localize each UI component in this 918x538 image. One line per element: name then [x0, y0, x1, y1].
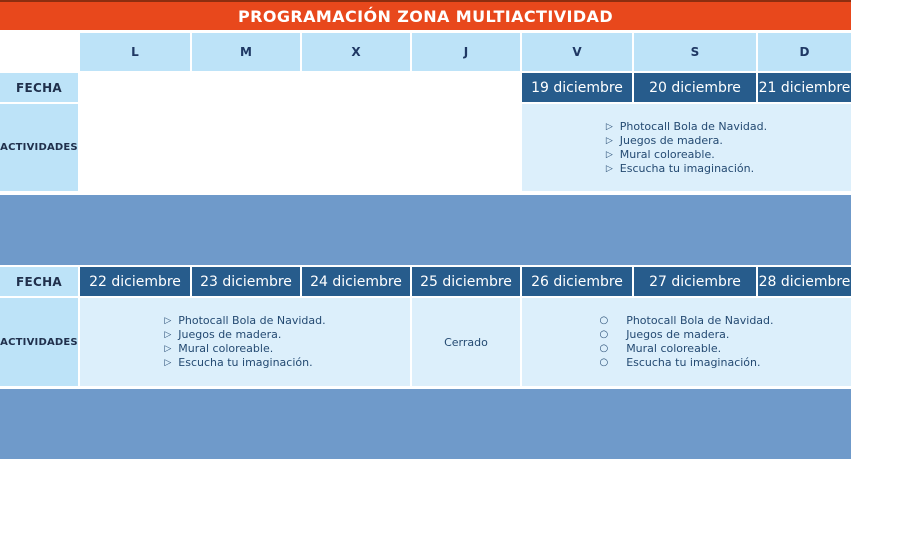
- activity-text: Photocall Bola de Navidad.: [178, 314, 326, 327]
- separator-band-bottom: [0, 389, 851, 459]
- fecha-empty-cell: [80, 73, 520, 102]
- activities-cell-week2-lmx: [80, 298, 410, 386]
- day-header-s: S: [634, 33, 756, 71]
- activity-text: Escucha tu imaginación.: [626, 356, 761, 369]
- activity-item: [599, 328, 773, 342]
- bullet-icon: ▷: [605, 149, 613, 160]
- activity-item: [599, 342, 773, 356]
- activity-text: Photocall Bola de Navidad.: [626, 314, 774, 327]
- bullet-icon: ▷: [164, 330, 172, 340]
- date-cell-19: 19 diciembre: [522, 73, 632, 102]
- bullet-icon: ○: [599, 343, 609, 354]
- closed-label: Cerrado: [444, 335, 488, 349]
- week1-table: [0, 33, 851, 191]
- date-cell-21: 21 diciembre: [758, 73, 851, 102]
- date-cell-27: 27 diciembre: [634, 267, 756, 296]
- date-cell-25: 25 diciembre: [412, 267, 520, 296]
- bullet-icon: ▷: [605, 135, 613, 146]
- actividades-row-label-2: ACTIVIDADES: [0, 298, 78, 386]
- fecha-row-label: FECHA: [0, 73, 78, 102]
- bullet-icon: ▷: [164, 358, 172, 368]
- activity-text: Mural coloreable.: [619, 147, 715, 161]
- activity-item: [164, 342, 325, 356]
- week2-table: [0, 267, 851, 386]
- activity-item: [164, 314, 325, 328]
- activity-text: Juegos de madera.: [178, 328, 282, 341]
- activity-text: Escucha tu imaginación.: [178, 356, 313, 369]
- activity-text: Photocall Bola de Navidad.: [619, 119, 768, 133]
- day-header-d: D: [758, 33, 851, 71]
- bullet-icon: ▷: [164, 344, 172, 354]
- bullet-icon: ▷: [605, 163, 613, 174]
- activity-item: [606, 162, 767, 176]
- day-header-j: J: [412, 33, 520, 71]
- activity-item: [599, 356, 773, 370]
- bullet-icon: ○: [599, 357, 609, 368]
- separator-band-top: [0, 195, 851, 265]
- activity-text: Mural coloreable.: [178, 342, 274, 355]
- bullet-icon: ▷: [605, 121, 613, 132]
- title-bar: [0, 0, 851, 30]
- actividades-row-label: ACTIVIDADES: [0, 104, 78, 191]
- corner-cell: [0, 33, 78, 71]
- actividades-empty-cell: [80, 104, 520, 191]
- date-cell-28: 28 diciembre: [758, 267, 851, 296]
- bullet-icon: ○: [599, 315, 609, 326]
- date-cell-26: 26 diciembre: [522, 267, 632, 296]
- activities-list-week2-lmx: [164, 314, 325, 370]
- date-cell-23: 23 diciembre: [192, 267, 300, 296]
- activity-text: Juegos de madera.: [626, 328, 730, 341]
- day-header-x: X: [302, 33, 410, 71]
- activity-item: [606, 134, 767, 148]
- bullet-icon: ▷: [164, 316, 172, 326]
- date-cell-20: 20 diciembre: [634, 73, 756, 102]
- activity-item: [599, 314, 773, 328]
- bullet-icon: ○: [599, 329, 609, 340]
- activity-item: [164, 328, 325, 342]
- activity-item: [606, 120, 767, 134]
- activities-cell-week2-vsd: [522, 298, 851, 386]
- activities-list-week2-vsd: [599, 314, 773, 370]
- page-title: PROGRAMACIÓN ZONA MULTIACTIVIDAD: [238, 6, 613, 26]
- activities-list-week1: [606, 120, 767, 176]
- activity-text: Juegos de madera.: [619, 133, 723, 147]
- fecha-row-label-2: FECHA: [0, 267, 78, 296]
- activity-item: [606, 148, 767, 162]
- day-header-l: L: [80, 33, 190, 71]
- activity-text: Escucha tu imaginación.: [619, 161, 755, 175]
- activities-cell-week1: [522, 104, 851, 191]
- closed-cell: [412, 298, 520, 386]
- activity-item: [164, 356, 325, 370]
- date-cell-24: 24 diciembre: [302, 267, 410, 296]
- day-header-m: M: [192, 33, 300, 71]
- day-header-v: V: [522, 33, 632, 71]
- activity-text: Mural coloreable.: [626, 342, 722, 355]
- date-cell-22: 22 diciembre: [80, 267, 190, 296]
